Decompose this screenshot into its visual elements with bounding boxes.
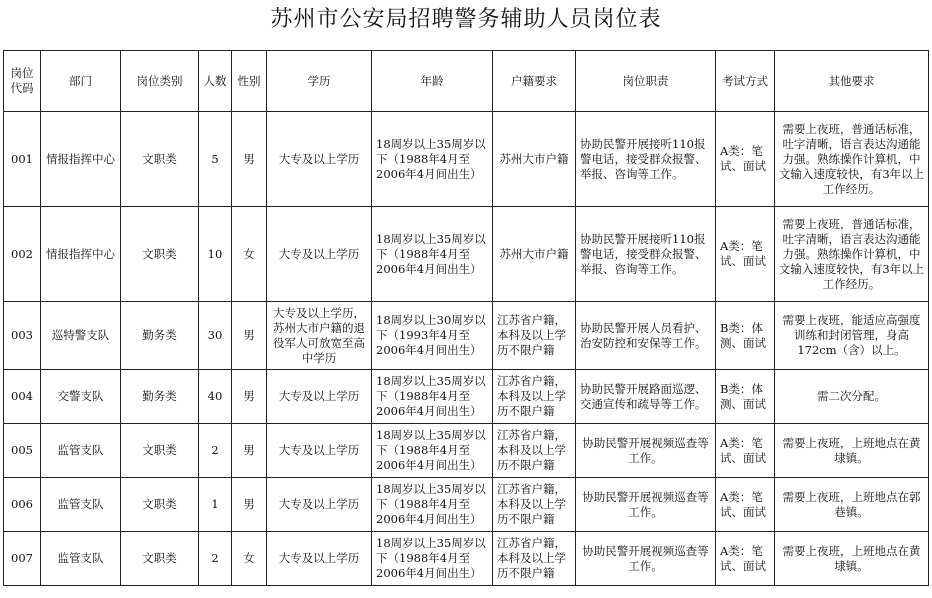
cell-dept: 情报指挥中心 [41, 207, 121, 302]
header-gender: 性别 [232, 51, 267, 112]
cell-age: 18周岁以上35周岁以下（1988年4月至2006年4月间出生） [372, 112, 493, 207]
cell-category: 文职类 [121, 207, 199, 302]
header-exam: 考试方式 [716, 51, 775, 112]
header-category: 岗位类别 [121, 51, 199, 112]
cell-gender: 女 [232, 532, 267, 586]
cell-duty: 协助民警开展接听110报警电话，接受群众报警、举报、咨询等工作。 [576, 112, 716, 207]
cell-duty: 协助民警开展人员看护、治安防控和安保等工作。 [576, 302, 716, 370]
cell-exam: B类：体测、面试 [716, 302, 775, 370]
cell-age: 18周岁以上35周岁以下（1988年4月至2006年4月间出生） [372, 424, 493, 478]
cell-education: 大专及以上学历 [267, 370, 372, 424]
table-row [4, 532, 929, 586]
header-duty: 岗位职责 [576, 51, 716, 112]
cell-age: 18周岁以上35周岁以下（1988年4月至2006年4月间出生） [372, 478, 493, 532]
cell-exam: B类：体测、面试 [716, 370, 775, 424]
cell-education: 大专及以上学历 [267, 424, 372, 478]
cell-dept: 情报指挥中心 [41, 112, 121, 207]
table-row [4, 478, 929, 532]
cell-category: 文职类 [121, 112, 199, 207]
cell-count: 10 [199, 207, 232, 302]
cell-code: 005 [4, 424, 41, 478]
cell-hukou: 江苏省户籍，本科及以上学历不限户籍 [493, 370, 576, 424]
cell-code: 004 [4, 370, 41, 424]
cell-education: 大专及以上学历，苏州大市户籍的退役军人可放宽至高中学历 [267, 302, 372, 370]
cell-dept: 巡特警支队 [41, 302, 121, 370]
cell-age: 18周岁以上30周岁以下（1993年4月至2006年4月间出生） [372, 302, 493, 370]
cell-count: 30 [199, 302, 232, 370]
cell-education: 大专及以上学历 [267, 532, 372, 586]
cell-exam: A类：笔试、面试 [716, 424, 775, 478]
cell-hukou: 江苏省户籍，本科及以上学历不限户籍 [493, 302, 576, 370]
cell-exam: A类：笔试、面试 [716, 532, 775, 586]
cell-other: 需要上夜班，上班地点在黄埭镇。 [775, 424, 929, 478]
table-row [4, 370, 929, 424]
cell-count: 1 [199, 478, 232, 532]
cell-age: 18周岁以上35周岁以下（1988年4月至2006年4月间出生） [372, 207, 493, 302]
cell-code: 001 [4, 112, 41, 207]
cell-count: 2 [199, 424, 232, 478]
cell-hukou: 江苏省户籍，本科及以上学历不限户籍 [493, 478, 576, 532]
cell-category: 勤务类 [121, 370, 199, 424]
cell-other: 需要上夜班，上班地点在郭巷镇。 [775, 478, 929, 532]
positions-table [3, 50, 929, 586]
cell-duty: 协助民警开展路面巡逻、交通宣传和疏导等工作。 [576, 370, 716, 424]
cell-duty: 协助民警开展视频巡查等工作。 [576, 532, 716, 586]
cell-code: 007 [4, 532, 41, 586]
cell-gender: 男 [232, 424, 267, 478]
table-row [4, 424, 929, 478]
cell-age: 18周岁以上35周岁以下（1988年4月至2006年4月间出生） [372, 370, 493, 424]
cell-dept: 监管支队 [41, 532, 121, 586]
header-dept: 部门 [41, 51, 121, 112]
cell-code: 006 [4, 478, 41, 532]
cell-exam: A类：笔试、面试 [716, 478, 775, 532]
cell-hukou: 江苏省户籍，本科及以上学历不限户籍 [493, 532, 576, 586]
cell-gender: 男 [232, 478, 267, 532]
cell-count: 40 [199, 370, 232, 424]
header-code: 岗位代码 [4, 51, 41, 112]
cell-hukou: 江苏省户籍，本科及以上学历不限户籍 [493, 424, 576, 478]
header-hukou: 户籍要求 [493, 51, 576, 112]
cell-code: 002 [4, 207, 41, 302]
cell-dept: 监管支队 [41, 478, 121, 532]
cell-hukou: 苏州大市户籍 [493, 207, 576, 302]
cell-count: 2 [199, 532, 232, 586]
cell-code: 003 [4, 302, 41, 370]
table-row [4, 112, 929, 207]
cell-age: 18周岁以上35周岁以下（1988年4月至2006年4月间出生） [372, 532, 493, 586]
table-header-row [4, 51, 929, 112]
cell-other: 需要上夜班，普通话标准，吐字清晰，语言表达沟通能力强。熟练操作计算机，中文输入速度较快，有3年以上工作经历。 [775, 112, 929, 207]
cell-duty: 协助民警开展视频巡查等工作。 [576, 478, 716, 532]
cell-category: 文职类 [121, 424, 199, 478]
header-education: 学历 [267, 51, 372, 112]
cell-category: 文职类 [121, 532, 199, 586]
cell-category: 文职类 [121, 478, 199, 532]
cell-dept: 交警支队 [41, 370, 121, 424]
header-other: 其他要求 [775, 51, 929, 112]
cell-exam: A类：笔试、面试 [716, 112, 775, 207]
cell-duty: 协助民警开展视频巡查等工作。 [576, 424, 716, 478]
cell-other: 需要上夜班，普通话标准，吐字清晰，语言表达沟通能力强。熟练操作计算机，中文输入速度较快，有3年以上工作经历。 [775, 207, 929, 302]
document-title: 苏州市公安局招聘警务辅助人员岗位表 [270, 7, 662, 32]
table-row [4, 302, 929, 370]
cell-exam: A类：笔试、面试 [716, 207, 775, 302]
cell-gender: 男 [232, 112, 267, 207]
header-count: 人数 [199, 51, 232, 112]
cell-education: 大专及以上学历 [267, 478, 372, 532]
cell-duty: 协助民警开展接听110报警电话，接受群众报警、举报、咨询等工作。 [576, 207, 716, 302]
cell-gender: 女 [232, 207, 267, 302]
cell-count: 5 [199, 112, 232, 207]
cell-category: 勤务类 [121, 302, 199, 370]
cell-other: 需二次分配。 [775, 370, 929, 424]
cell-dept: 监管支队 [41, 424, 121, 478]
cell-gender: 男 [232, 302, 267, 370]
cell-hukou: 苏州大市户籍 [493, 112, 576, 207]
cell-gender: 男 [232, 370, 267, 424]
cell-education: 大专及以上学历 [267, 207, 372, 302]
cell-other: 需要上夜班，上班地点在黄埭镇。 [775, 532, 929, 586]
table-row [4, 207, 929, 302]
cell-other: 需要上夜班，能适应高强度训练和封闭管理，身高172cm（含）以上。 [775, 302, 929, 370]
header-age: 年龄 [372, 51, 493, 112]
cell-education: 大专及以上学历 [267, 112, 372, 207]
